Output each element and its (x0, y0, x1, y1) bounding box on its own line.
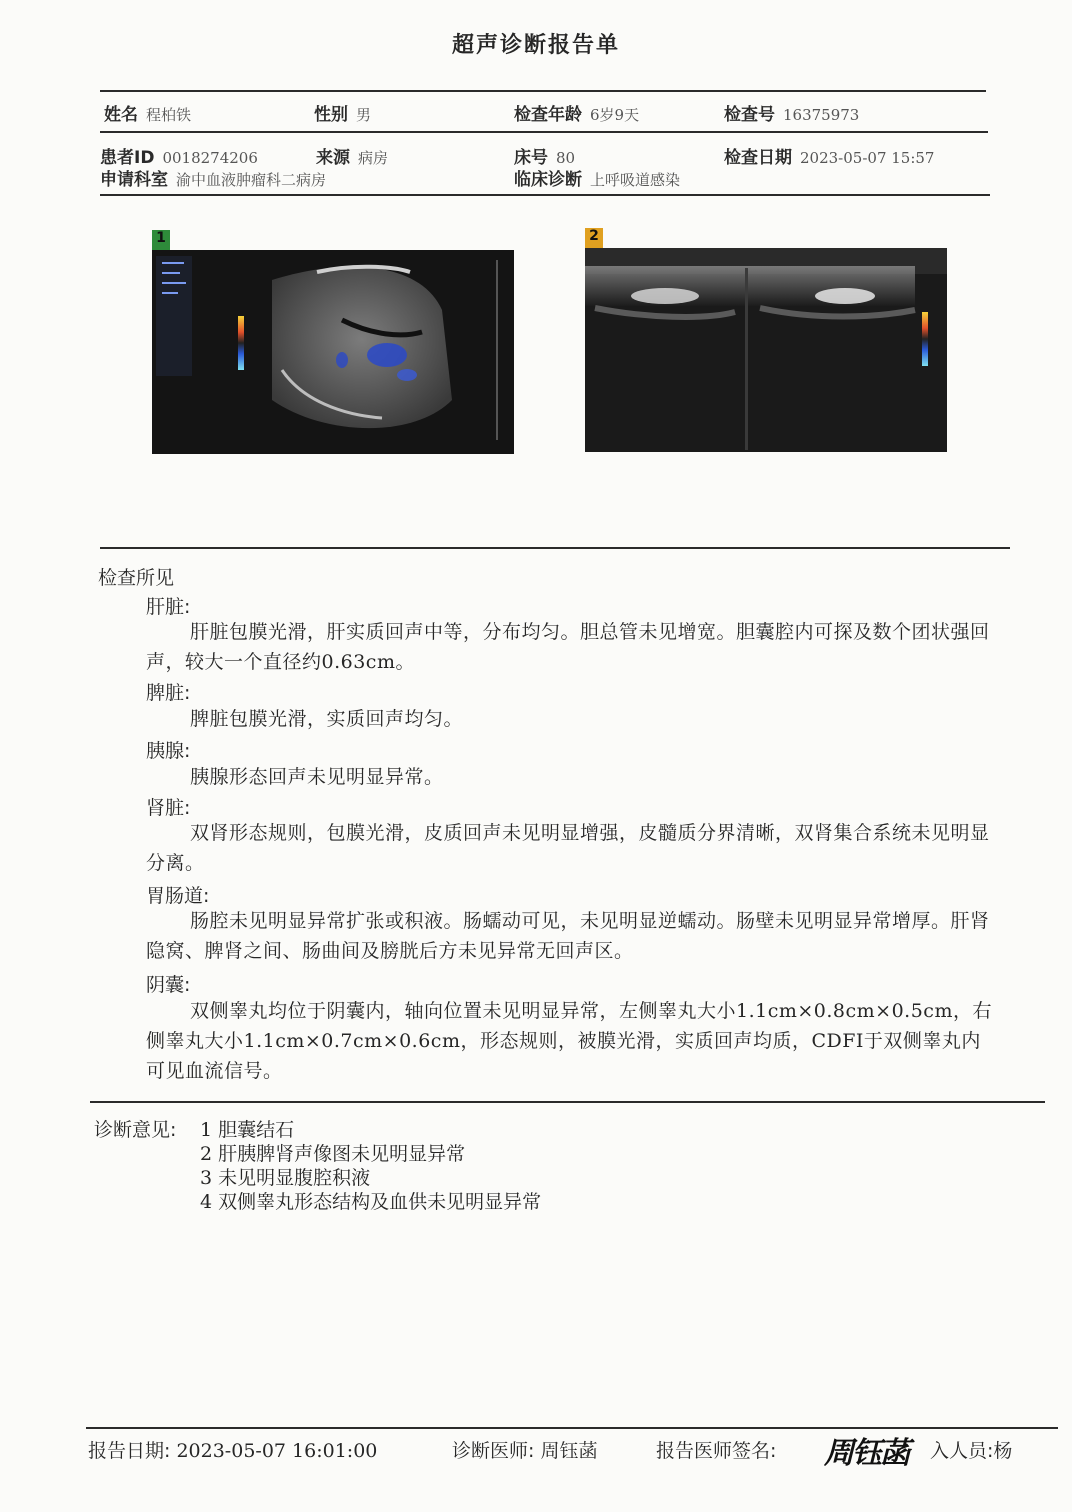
patient-age: 检查年龄 6岁9天 (514, 105, 640, 125)
diagnosis-item: 1 胆囊结石 (200, 1119, 295, 1141)
organ-liver-label: 肝脏: (146, 596, 191, 618)
exam-date: 检查日期 2023-05-07 15:57 (724, 148, 935, 168)
organ-scrotum-text: 双侧睾丸均位于阴囊内，轴向位置未见明显异常，左侧睾丸大小1.1cm×0.8cm×0.5cm，右侧睾丸大小1.1cm×0.7cm×0.6cm，形态规则，被膜光滑，实质回声均质，CDFI于双侧睾丸内可见血流信号。 (146, 1000, 992, 1082)
organ-scrotum-label: 阴囊: (146, 974, 191, 996)
organ-spleen-text: 脾脏包膜光滑，实质回声均匀。 (190, 708, 464, 730)
patient-sex: 性别 男 (314, 105, 372, 125)
diagnosis-item: 2 肝胰脾肾声像图未见明显异常 (200, 1143, 466, 1165)
exam-number: 检查号 16375973 (724, 105, 860, 125)
handwritten-signature: 周钰菡 (824, 1436, 908, 1471)
bed-number: 床号 80 (514, 148, 576, 168)
diagnosis-item: 3 未见明显腹腔积液 (200, 1167, 371, 1189)
liver-doppler-image (152, 250, 514, 454)
divider (100, 547, 1010, 549)
image-number-badge: 2 (585, 228, 603, 248)
patient-name: 姓名 程柏铁 (104, 105, 192, 125)
diagnosis-item: 4 双侧睾丸形态结构及血供未见明显异常 (200, 1191, 542, 1213)
data-entry-person: 入人员:杨 (930, 1440, 1013, 1462)
image-number-badge: 1 (152, 230, 170, 250)
organ-liver-text: 肝脏包膜光滑，肝实质回声中等，分布均匀。胆总管未见增宽。胆囊腔内可探及数个团状强回声，较大一个直径约0.63cm。 (146, 621, 990, 673)
diagnosis-label: 诊断意见: (94, 1119, 177, 1141)
report-date: 报告日期: 2023-05-07 16:01:00 (88, 1440, 378, 1462)
patient-id: 患者ID 0018274206 (100, 148, 258, 168)
organ-pancreas-text: 胰腺形态回声未见明显异常。 (190, 766, 444, 788)
divider (86, 1427, 1058, 1429)
organ-gi-label: 胃肠道: (146, 885, 210, 907)
organ-kidney-label: 肾脏: (146, 797, 191, 819)
organ-kidney-text: 双肾形态规则，包膜光滑，皮质回声未见明显增强，皮髓质分界清晰，双肾集合系统未见明显分离。 (146, 822, 990, 874)
patient-source: 来源 病房 (316, 148, 389, 168)
organ-spleen-label: 脾脏: (146, 682, 191, 704)
diagnosing-doctor: 诊断医师: 周钰菡 (452, 1440, 598, 1462)
report-title: 超声诊断报告单 (451, 32, 620, 58)
divider (100, 90, 986, 92)
doctor-signature-label: 报告医师签名: (656, 1440, 777, 1462)
findings-title: 检查所见 (98, 567, 175, 589)
testis-image (585, 248, 947, 452)
request-department: 申请科室 渝中血液肿瘤科二病房 (100, 170, 327, 190)
clinical-diagnosis: 临床诊断 上呼吸道感染 (514, 170, 681, 190)
divider (100, 131, 988, 133)
organ-pancreas-label: 胰腺: (146, 740, 191, 762)
divider (90, 1101, 1045, 1103)
organ-gi-text: 肠腔未见明显异常扩张或积液。肠蠕动可见，未见明显逆蠕动。肠壁未见明显异常增厚。肝肾隐窝、脾肾之间、肠曲间及膀胱后方未见异常无回声区。 (146, 910, 990, 962)
divider (100, 194, 990, 196)
